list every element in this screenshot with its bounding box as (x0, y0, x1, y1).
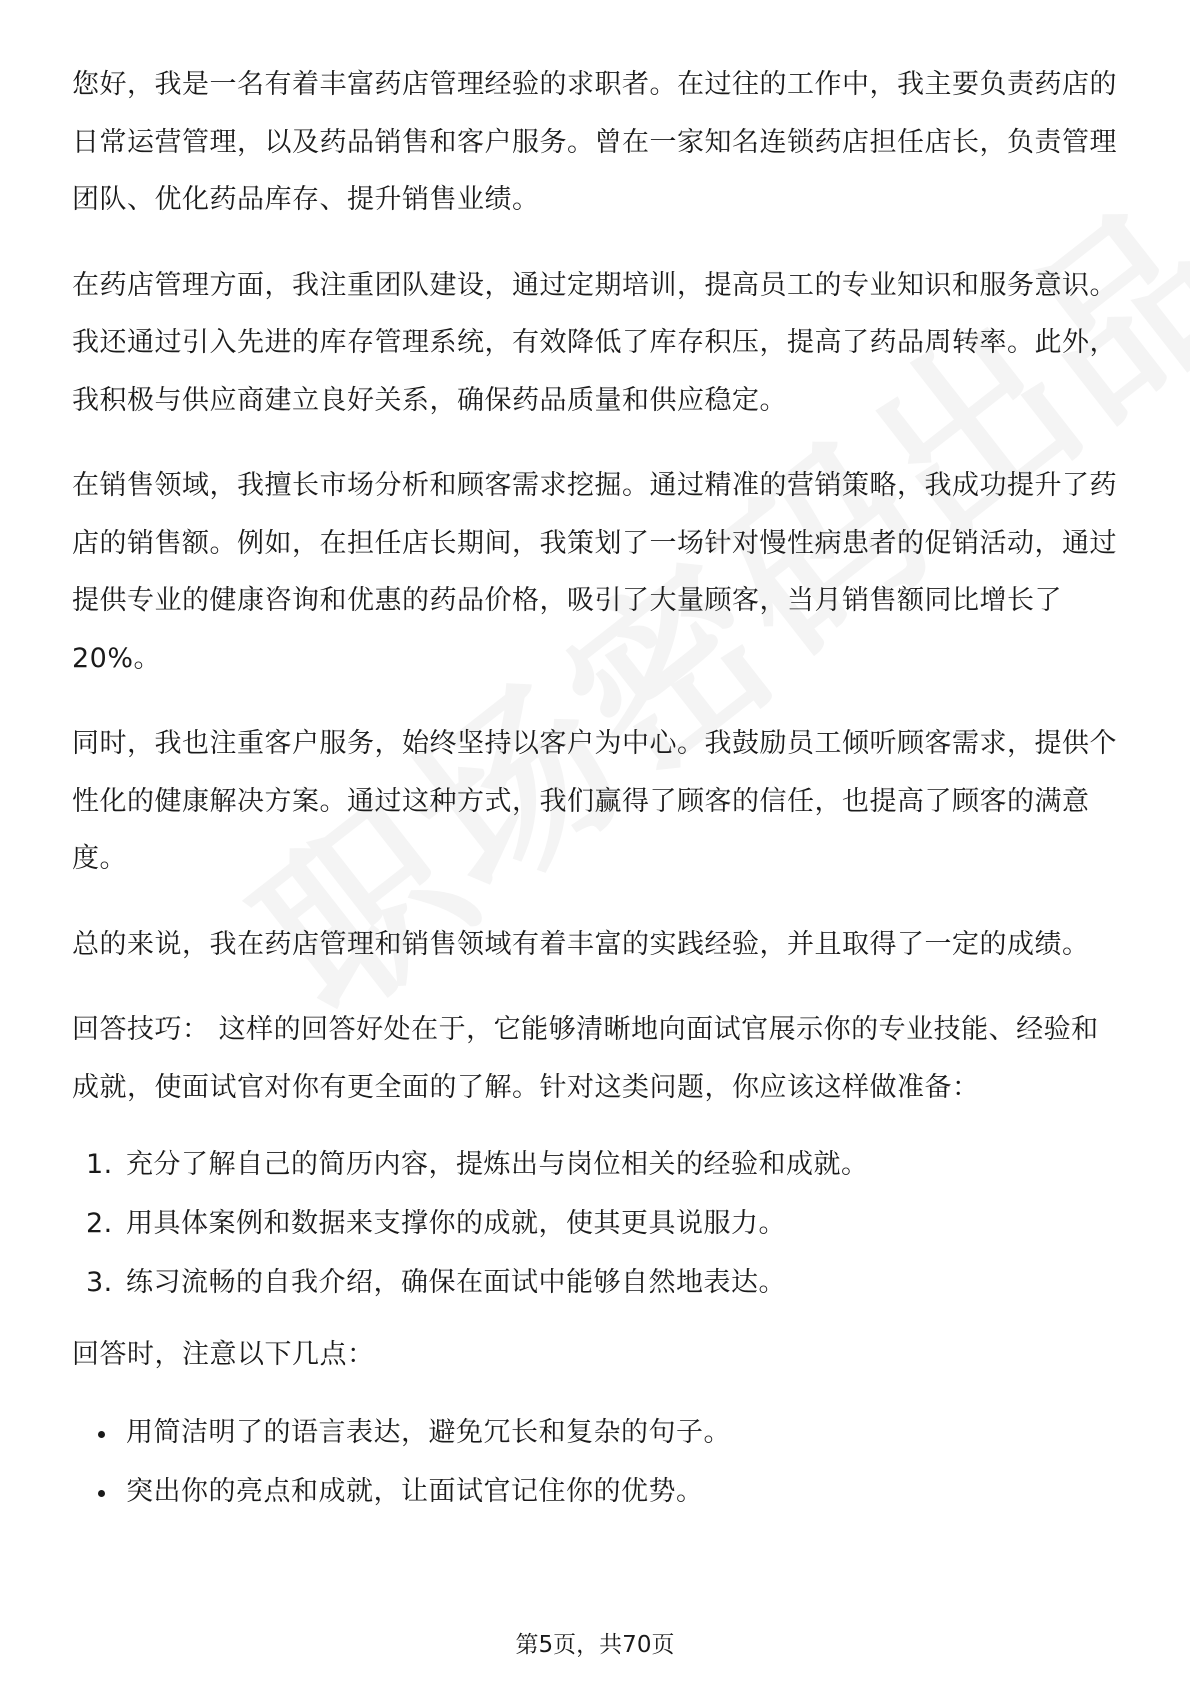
intro-paragraph: 您好，我是一名有着丰富药店管理经验的求职者。在过往的工作中，我主要负责药店的日常运营管理，以及药品销售和客户服务。曾在一家知名连锁药店担任店长，负责管理团队、优化药品库存、提升销售业绩。 (72, 69, 1117, 215)
list-item-text: 充分了解自己的简历内容，提炼出与岗位相关的经验和成就。 (126, 1149, 869, 1180)
list-number: 2. (86, 1208, 113, 1239)
sales-paragraph: 在销售领域，我擅长市场分析和顾客需求挖掘。通过精准的营销策略，我成功提升了药店的销售额。例如，在担任店长期间，我策划了一场针对慢性病患者的促销活动，通过提供专业的健康咨询和优惠的药品价格，吸引了大量顾客，当月销售额同比增长了20%。 (72, 470, 1117, 674)
list-item (72, 1144, 1122, 1186)
list-item-text: 用具体案例和数据来支撑你的成就，使其更具说服力。 (126, 1208, 786, 1239)
summary-paragraph: 总的来说，我在药店管理和销售领域有着丰富的实践经验，并且取得了一定的成绩。 (72, 928, 1090, 960)
management-paragraph: 在药店管理方面，我注重团队建设，通过定期培训，提高员工的专业知识和服务意识。我还通过引入先进的库存管理系统，有效降低了库存积压，提高了药品周转率。此外，我积极与供应商建立良好关系，确保药品质量和供应稳定。 (72, 269, 1117, 416)
notes-heading: 回答时，注意以下几点： (72, 1339, 375, 1370)
preparation-list (72, 1144, 1122, 1304)
page-number: 第5页，共70页 (515, 1632, 675, 1658)
list-number: 1. (86, 1149, 113, 1180)
notes-list (72, 1412, 1122, 1513)
list-item (72, 1471, 1122, 1513)
tips-paragraph: 回答技巧： 这样的回答好处在于，它能够清晰地向面试官展示你的专业技能、经验和成就，使面试官对你有更全面的了解。针对这类问题，你应该这样做准备： (72, 1014, 1099, 1103)
list-item (72, 1203, 1122, 1245)
list-item-text: 练习流畅的自我介绍，确保在面试中能够自然地表达。 (126, 1267, 786, 1298)
bullet-icon (98, 1431, 105, 1438)
list-number: 3. (86, 1267, 113, 1298)
list-item (72, 1412, 1122, 1454)
bullet-icon (98, 1490, 105, 1497)
list-item (72, 1262, 1122, 1304)
customer-service-paragraph: 同时，我也注重客户服务，始终坚持以客户为中心。我鼓励员工倾听顾客需求，提供个性化的健康解决方案。通过这种方式，我们赢得了顾客的信任，也提高了顾客的满意度。 (72, 728, 1117, 874)
page-content (72, 56, 1122, 1535)
list-item-text: 突出你的亮点和成就，让面试官记住你的优势。 (126, 1475, 704, 1507)
list-item-text: 用简洁明了的语言表达，避免冗长和复杂的句子。 (126, 1416, 731, 1448)
